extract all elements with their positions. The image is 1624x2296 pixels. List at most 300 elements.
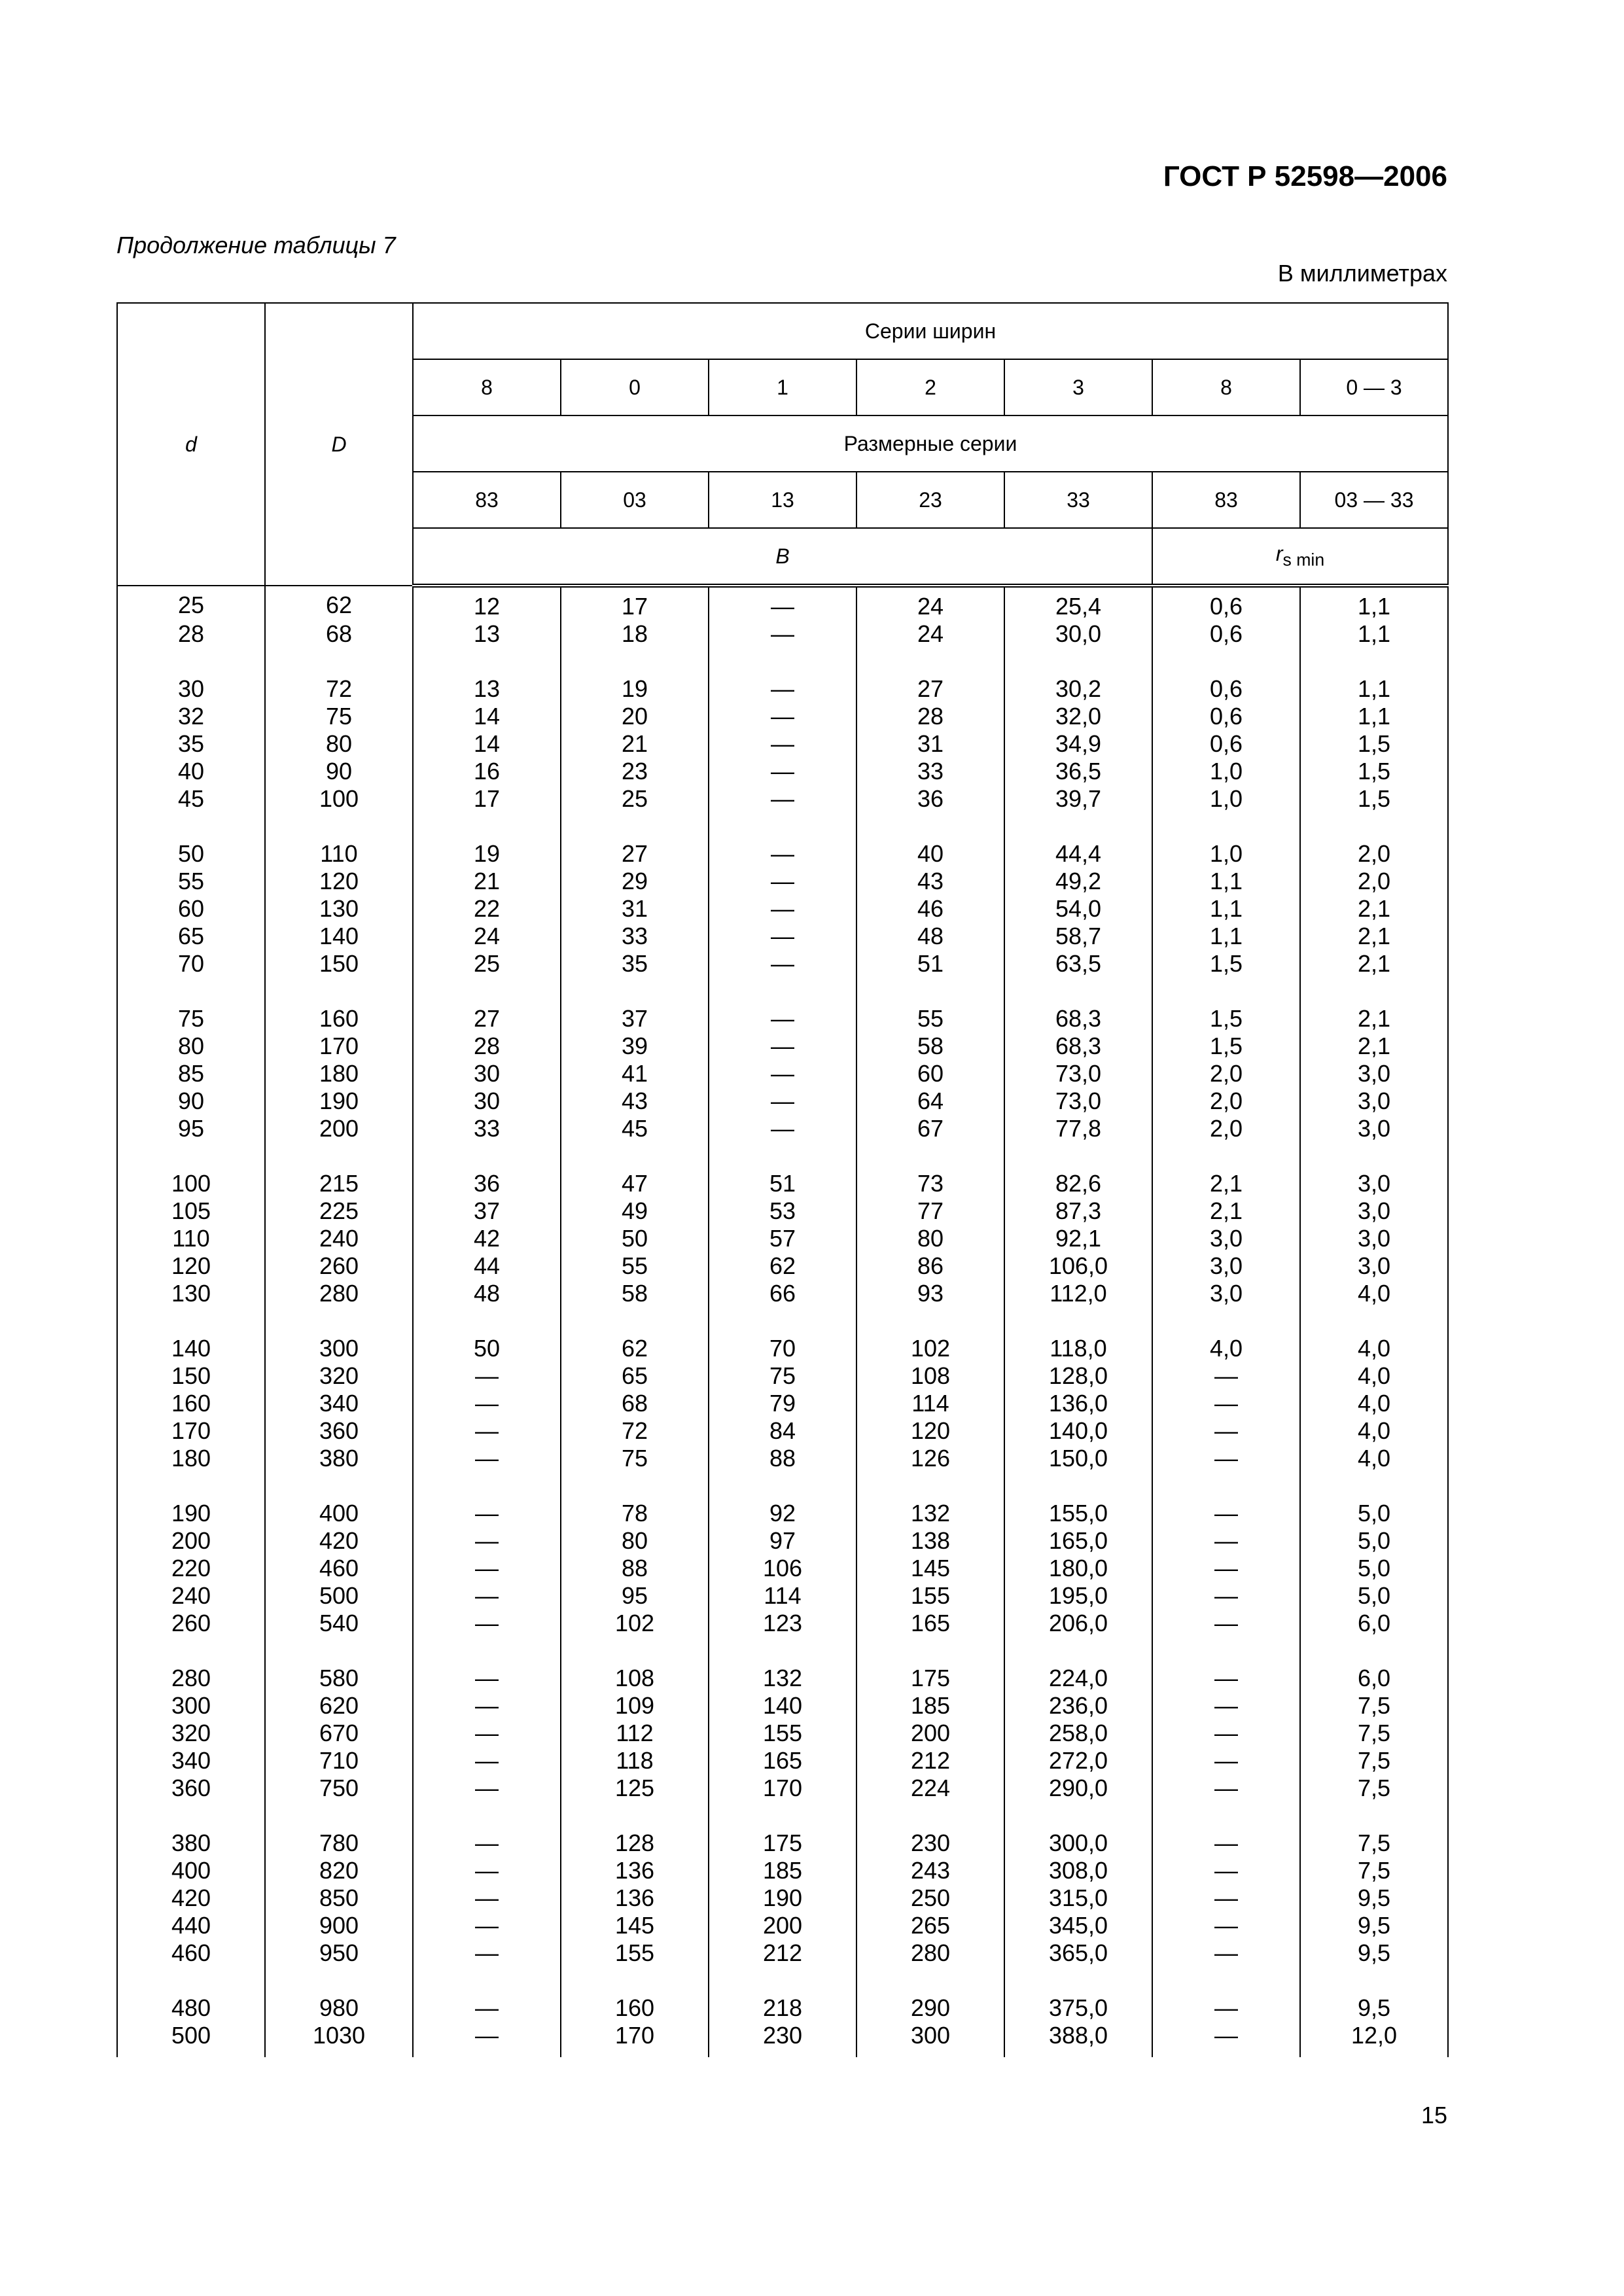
table-cell: 9,5 [1300,1884,1448,1912]
table-cell: 105 [117,1197,265,1225]
table-cell: 45 [561,1115,709,1142]
table-cell: 78 [561,1500,709,1527]
table-cell: 46 [856,895,1004,923]
table-cell: — [1152,1417,1300,1445]
spacer-cell [561,648,709,675]
spacer-cell [709,648,856,675]
spacer-cell [1004,813,1152,840]
group-spacer [117,978,1448,1005]
table-cell: 77,8 [1004,1115,1152,1142]
table-row [117,1335,1448,1362]
table-caption: Продолжение таблицы 7 [116,232,396,258]
table-cell: 58 [561,1280,709,1307]
table-cell: 17 [561,586,709,620]
spacer-cell [265,813,413,840]
table-row [117,620,1448,648]
table-cell: 300 [265,1335,413,1362]
header-dimension-series-cell: 33 [1004,472,1152,528]
table-cell: 72 [561,1417,709,1445]
table-cell: 185 [856,1692,1004,1720]
table-cell: 68 [561,1390,709,1417]
spacer-cell [1300,1142,1448,1170]
table-cell: 155 [709,1720,856,1747]
table-cell: 37 [561,1005,709,1033]
table-cell: — [413,1555,561,1582]
table-row [117,895,1448,923]
table-cell: 670 [265,1720,413,1747]
table-row [117,1747,1448,1775]
table-cell: 150,0 [1004,1445,1152,1472]
spacer-cell [856,978,1004,1005]
table-cell: 109 [561,1692,709,1720]
table-cell: 42 [413,1225,561,1252]
table-cell: 70 [117,950,265,978]
spacer-cell [265,1637,413,1665]
table-cell: 50 [561,1225,709,1252]
header-dimension-series-cell: 13 [709,472,856,528]
table-cell: 80 [117,1033,265,1060]
header-dimension-series-cell: 83 [413,472,561,528]
table-cell: 132 [709,1665,856,1692]
table-cell: — [413,1857,561,1884]
table-cell: 215 [265,1170,413,1197]
table-cell: 70 [709,1335,856,1362]
table-cell: 243 [856,1857,1004,1884]
table-cell: — [1152,1857,1300,1884]
spacer-cell [1300,1967,1448,1994]
table-cell: — [709,730,856,758]
table-cell: 60 [117,895,265,923]
table-cell: 73,0 [1004,1087,1152,1115]
table-cell: 6,0 [1300,1665,1448,1692]
table-cell: 82,6 [1004,1170,1152,1197]
spacer-cell [709,1472,856,1500]
table-cell: 280 [117,1665,265,1692]
table-cell: 60 [856,1060,1004,1087]
spacer-cell [413,813,561,840]
table-cell: 236,0 [1004,1692,1152,1720]
table-cell: 950 [265,1939,413,1967]
table-cell: 0,6 [1152,703,1300,730]
table-cell: 190 [117,1500,265,1527]
table-cell: 280 [856,1939,1004,1967]
table-cell: — [1152,1775,1300,1802]
table-cell: 36,5 [1004,758,1152,785]
spacer-cell [117,1802,265,1829]
table-cell: 73,0 [1004,1060,1152,1087]
table-cell: — [413,1720,561,1747]
table-cell: 24 [856,620,1004,648]
table-cell: 185 [709,1857,856,1884]
table-cell: — [1152,1829,1300,1857]
table-cell: 280 [265,1280,413,1307]
spacer-cell [1004,1307,1152,1335]
table-cell: 62 [709,1252,856,1280]
table-cell: — [709,1087,856,1115]
table-cell: 225 [265,1197,413,1225]
table-cell: — [709,923,856,950]
table-cell: 3,0 [1300,1252,1448,1280]
standard-designation: ГОСТ Р 52598—2006 [1163,160,1447,192]
table-cell: 84 [709,1417,856,1445]
table-cell: — [1152,1720,1300,1747]
spacer-cell [856,1967,1004,1994]
table-cell: — [1152,1555,1300,1582]
table-cell: 7,5 [1300,1720,1448,1747]
table-cell: 1,5 [1152,950,1300,978]
table-cell: 36 [413,1170,561,1197]
table-cell: 123 [709,1610,856,1637]
table-cell: 9,5 [1300,1994,1448,2022]
table-cell: 33 [856,758,1004,785]
group-spacer [117,813,1448,840]
table-cell: 31 [561,895,709,923]
table-cell: 200 [265,1115,413,1142]
table-row [117,1170,1448,1197]
table-cell: 980 [265,1994,413,2022]
table-cell: 290,0 [1004,1775,1152,1802]
table-cell: 420 [265,1527,413,1555]
table-cell: 30,2 [1004,675,1152,703]
table-cell: 165 [709,1747,856,1775]
table-cell: 480 [117,1994,265,2022]
table-cell: 12,0 [1300,2022,1448,2057]
table-cell: 27 [413,1005,561,1033]
spacer-cell [856,1307,1004,1335]
table-cell: 1030 [265,2022,413,2057]
table-cell: — [413,1692,561,1720]
table-cell: 80 [856,1225,1004,1252]
spacer-cell [265,1472,413,1500]
table-cell: 7,5 [1300,1692,1448,1720]
table-cell: 114 [709,1582,856,1610]
table-cell: — [413,1445,561,1472]
table-cell: 850 [265,1884,413,1912]
table-cell: 120 [856,1417,1004,1445]
table-cell: 108 [561,1665,709,1692]
spacer-cell [1004,1472,1152,1500]
spacer-cell [413,1307,561,1335]
spacer-cell [709,1307,856,1335]
table-cell: 4,0 [1152,1335,1300,1362]
table-cell: 400 [265,1500,413,1527]
header-width-series-cell: 8 [413,359,561,415]
table-cell: 240 [265,1225,413,1252]
table-cell: 1,1 [1300,675,1448,703]
table-cell: 345,0 [1004,1912,1152,1939]
header-rs-subscript: s min [1282,550,1325,570]
table-cell: 128 [561,1829,709,1857]
table-cell: 140 [265,923,413,950]
spacer-cell [709,1142,856,1170]
table-cell: — [1152,1939,1300,1967]
table-cell: 155,0 [1004,1500,1152,1527]
header-width-series-cell: 8 [1152,359,1300,415]
header-rs-symbol: r [1275,542,1283,566]
table-cell: 4,0 [1300,1390,1448,1417]
spacer-cell [1300,1307,1448,1335]
table-cell: 1,0 [1152,785,1300,813]
table-cell: 365,0 [1004,1939,1152,1967]
spacer-cell [1152,648,1300,675]
spacer-cell [561,1967,709,1994]
table-row [117,758,1448,785]
table-cell: 79 [709,1390,856,1417]
table-cell: 18 [561,620,709,648]
table-row [117,703,1448,730]
table-row [117,675,1448,703]
table-cell: 14 [413,703,561,730]
table-row [117,1912,1448,1939]
table-cell: 132 [856,1500,1004,1527]
table-cell: 43 [856,868,1004,895]
table-cell: 3,0 [1300,1197,1448,1225]
table-cell: 1,1 [1300,703,1448,730]
table-cell: 28 [413,1033,561,1060]
spacer-cell [856,1802,1004,1829]
table-cell: 30 [117,675,265,703]
spacer-cell [1152,813,1300,840]
table-cell: 7,5 [1300,1857,1448,1884]
table-cell: 145 [561,1912,709,1939]
table-row [117,1857,1448,1884]
table-cell: 125 [561,1775,709,1802]
table-cell: 110 [117,1225,265,1252]
table-cell: 165,0 [1004,1527,1152,1555]
header-dimension-series-cell: 03 — 33 [1300,472,1448,528]
spacer-cell [1300,1637,1448,1665]
table-cell: 230 [709,2022,856,2057]
spacer-cell [117,1637,265,1665]
table-cell: — [1152,1610,1300,1637]
spacer-cell [117,1967,265,1994]
table-row [117,1087,1448,1115]
table-row [117,1225,1448,1252]
table-cell: 33 [561,923,709,950]
table-cell: 150 [265,950,413,978]
table-cell: 40 [117,758,265,785]
spacer-cell [265,1307,413,1335]
table-cell: 180 [265,1060,413,1087]
spacer-cell [265,1142,413,1170]
table-cell: 49,2 [1004,868,1152,895]
spacer-cell [117,648,265,675]
table-cell: 75 [709,1362,856,1390]
table-cell: 1,1 [1152,895,1300,923]
table-cell: 114 [856,1390,1004,1417]
table-cell: 75 [265,703,413,730]
table-cell: 710 [265,1747,413,1775]
table-cell: 1,0 [1152,758,1300,785]
spacer-cell [1152,1967,1300,1994]
table-cell: — [413,2022,561,2057]
table-cell: 500 [265,1582,413,1610]
group-spacer [117,1637,1448,1665]
table-cell: 48 [413,1280,561,1307]
table-cell: 138 [856,1527,1004,1555]
table-cell: 212 [709,1939,856,1967]
table-cell: 150 [117,1362,265,1390]
table-cell: 170 [709,1775,856,1802]
table-cell: — [413,1775,561,1802]
table-cell: 68,3 [1004,1005,1152,1033]
spacer-cell [413,1472,561,1500]
table-cell: 170 [265,1033,413,1060]
header-dimension-series-cell: 83 [1152,472,1300,528]
table-cell: 4,0 [1300,1362,1448,1390]
table-cell: 34,9 [1004,730,1152,758]
table-cell: 2,1 [1152,1170,1300,1197]
table-cell: 3,0 [1300,1087,1448,1115]
table-cell: 30 [413,1087,561,1115]
table-cell: 33 [413,1115,561,1142]
table-cell: — [709,1060,856,1087]
spacer-cell [1004,978,1152,1005]
spacer-cell [413,1967,561,1994]
table-cell: 80 [561,1527,709,1555]
table-cell: 13 [413,620,561,648]
spacer-cell [413,978,561,1005]
table-cell: 900 [265,1912,413,1939]
table-cell: 55 [561,1252,709,1280]
table-cell: 24 [856,586,1004,620]
table-cell: 1,5 [1300,758,1448,785]
table-cell: — [413,1390,561,1417]
table-cell: 820 [265,1857,413,1884]
table-cell: 265 [856,1912,1004,1939]
table-cell: 30 [413,1060,561,1087]
table-cell: 5,0 [1300,1527,1448,1555]
table-cell: — [413,1527,561,1555]
table-row [117,1720,1448,1747]
spacer-cell [856,1472,1004,1500]
table-cell: 4,0 [1300,1335,1448,1362]
table-cell: 320 [265,1362,413,1390]
table-cell: 260 [265,1252,413,1280]
table-cell: 7,5 [1300,1775,1448,1802]
table-cell: 260 [117,1610,265,1637]
spacer-cell [117,1142,265,1170]
table-cell: 87,3 [1004,1197,1152,1225]
table-cell: 126 [856,1445,1004,1472]
spacer-cell [1152,1307,1300,1335]
table-cell: 58 [856,1033,1004,1060]
table-cell: 37 [413,1197,561,1225]
table-cell: 780 [265,1829,413,1857]
spacer-cell [1300,1472,1448,1500]
spacer-cell [413,1637,561,1665]
table-cell: 95 [117,1115,265,1142]
table-cell: 57 [709,1225,856,1252]
table-cell: 40 [856,840,1004,868]
table-cell: 62 [265,586,413,620]
header-width-series-cell: 0 [561,359,709,415]
table-cell: 2,1 [1300,1033,1448,1060]
header-width-series-title: Серии ширин [413,303,1448,359]
table-cell: 460 [265,1555,413,1582]
table-cell: 130 [265,895,413,923]
table-cell: 620 [265,1692,413,1720]
table-cell: 0,6 [1152,730,1300,758]
table-cell: 28 [856,703,1004,730]
table-cell: — [709,840,856,868]
table-cell: 160 [561,1994,709,2022]
table-row [117,1197,1448,1225]
table-row [117,840,1448,868]
spacer-cell [265,1967,413,1994]
table-cell: 32 [117,703,265,730]
table-cell: 25 [413,950,561,978]
table-cell: — [709,895,856,923]
table-cell: 1,5 [1152,1005,1300,1033]
spacer-cell [856,813,1004,840]
table-cell: 272,0 [1004,1747,1152,1775]
table-row [117,1665,1448,1692]
table-cell: — [1152,1500,1300,1527]
table-row [117,1829,1448,1857]
table-cell: 1,5 [1300,730,1448,758]
table-cell: 32,0 [1004,703,1152,730]
table-cell: 2,0 [1300,868,1448,895]
table-cell: 380 [117,1829,265,1857]
table-cell: 28 [117,620,265,648]
table-cell: 136,0 [1004,1390,1152,1417]
table-cell: 0,6 [1152,620,1300,648]
spacer-cell [265,1802,413,1829]
table-cell: — [1152,1390,1300,1417]
table-cell: 97 [709,1527,856,1555]
table-cell: 375,0 [1004,1994,1152,2022]
table-cell: 128,0 [1004,1362,1152,1390]
table-cell: 110 [265,840,413,868]
header-width-series-cell: 0 — 3 [1300,359,1448,415]
table-cell: 2,1 [1300,950,1448,978]
table-cell: 72 [265,675,413,703]
table-cell: 88 [561,1555,709,1582]
spacer-cell [709,978,856,1005]
table-cell: 54,0 [1004,895,1152,923]
table-cell: 160 [117,1390,265,1417]
table-cell: 224 [856,1775,1004,1802]
table-row [117,1884,1448,1912]
table-body [117,586,1448,2057]
page-number: 15 [1421,2102,1447,2128]
spacer-cell [856,1637,1004,1665]
table-cell: — [413,1829,561,1857]
table-cell: 160 [265,1005,413,1033]
table-row [117,1005,1448,1033]
table-cell: 165 [856,1610,1004,1637]
spacer-cell [1004,1637,1152,1665]
header-dimension-series-title: Размерные серии [413,415,1448,472]
table-cell: 300 [117,1692,265,1720]
table-cell: 3,0 [1152,1252,1300,1280]
table-cell: — [413,1582,561,1610]
table-cell: 4,0 [1300,1280,1448,1307]
table-cell: 73 [856,1170,1004,1197]
table-cell: 65 [117,923,265,950]
table-cell: 23 [561,758,709,785]
spacer-cell [1004,1967,1152,1994]
table-row [117,868,1448,895]
table-cell: 21 [413,868,561,895]
table-cell: 108 [856,1362,1004,1390]
table-cell: 2,0 [1152,1060,1300,1087]
table-cell: 460 [117,1939,265,1967]
table-cell: 77 [856,1197,1004,1225]
spacer-cell [1300,978,1448,1005]
table-cell: 21 [561,730,709,758]
